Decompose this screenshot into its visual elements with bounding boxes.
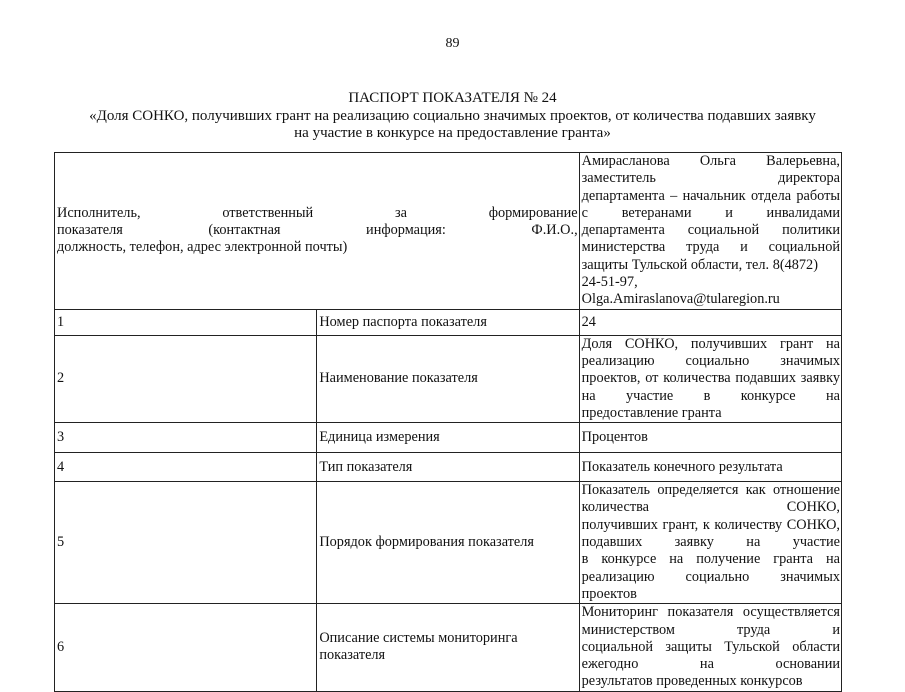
row-value-line: проектов, от количества подавших заявку на участие в конкурсе на [581, 370, 840, 404]
row-value-line: предоставление гранта [581, 404, 722, 421]
subtitle-line: на участие в конкурсе на предоставление гранта» [294, 125, 611, 141]
row-label: Наименование показателя [317, 335, 579, 422]
table-row-executor [55, 153, 842, 310]
executor-value-line: департамента – начальник отдела работы с ветеранами и инвалидами [581, 187, 840, 221]
table-row [55, 453, 842, 482]
row-value [579, 604, 841, 691]
row-value-line: Показатель определяется как отношение количества СОНКО, [581, 482, 840, 516]
row-value [579, 309, 841, 335]
executor-label-line: показателя (контактная информация: Ф.И.О., [57, 222, 578, 239]
row-value [579, 453, 841, 482]
table-row [55, 423, 842, 453]
executor-label-line: должность, телефон, адрес электронной почты) [57, 239, 348, 256]
passport-table [54, 152, 842, 692]
row-number: 3 [55, 423, 317, 453]
row-number: 4 [55, 453, 317, 482]
row-label: Порядок формирования показателя [317, 482, 579, 604]
table-row [55, 309, 842, 335]
table-row [55, 335, 842, 422]
executor-value-line: Амирасланова Ольга Валерьевна, заместитель директора [581, 153, 840, 187]
row-value-line: проектов [581, 585, 637, 602]
row-value [579, 482, 841, 604]
row-value-line: результатов проведенных конкурсов [581, 673, 803, 690]
row-label: Единица измерения [317, 423, 579, 453]
row-value-line: получивших грант, к количеству СОНКО, подавших заявку на участие [581, 516, 840, 551]
table-row [55, 482, 842, 604]
executor-email: Olga.Amiraslanova@tularegion.ru [581, 291, 780, 308]
subtitle-line: «Доля СОНКО, получивших грант на реализацию социально значимых проектов, от количества подавших заявку [89, 108, 816, 124]
row-number: 2 [55, 335, 317, 422]
executor-value-line: департамента социальной политики министерства труда и социальной [581, 222, 840, 256]
row-number: 6 [55, 604, 317, 691]
passport-subtitle [60, 108, 845, 142]
executor-value-line: защиты Тульской области, тел. 8(4872) 24-51-97, [581, 256, 818, 291]
executor-label [55, 153, 580, 310]
row-value [579, 423, 841, 453]
row-value [579, 335, 841, 422]
table-row [55, 604, 842, 691]
executor-label-line: Исполнитель, ответственный за формирование [57, 204, 578, 221]
row-value-line: Доля СОНКО, получивших грант на реализацию социально значимых [581, 335, 840, 369]
row-label: Тип показателя [317, 453, 579, 482]
row-value-line: социальной защиты Тульской области ежегодно на основании [581, 638, 840, 673]
row-value-line: Показатель конечного результата [581, 458, 783, 475]
executor-value [579, 153, 841, 310]
page-number: 89 [445, 36, 460, 51]
row-value-line: 24 [581, 313, 596, 330]
row-value-line: в конкурсе на получение гранта на реализацию социально значимых [581, 551, 840, 585]
row-value-line: Процентов [581, 429, 648, 445]
row-label: Описание системы мониторинга показателя [317, 604, 579, 691]
row-value-line: Мониторинг показателя осуществляется министерством труда и [581, 604, 840, 638]
row-number: 5 [55, 482, 317, 604]
passport-title: ПАСПОРТ ПОКАЗАТЕЛЯ № 24 [348, 90, 557, 106]
row-number: 1 [55, 309, 317, 335]
row-label: Номер паспорта показателя [317, 309, 579, 335]
